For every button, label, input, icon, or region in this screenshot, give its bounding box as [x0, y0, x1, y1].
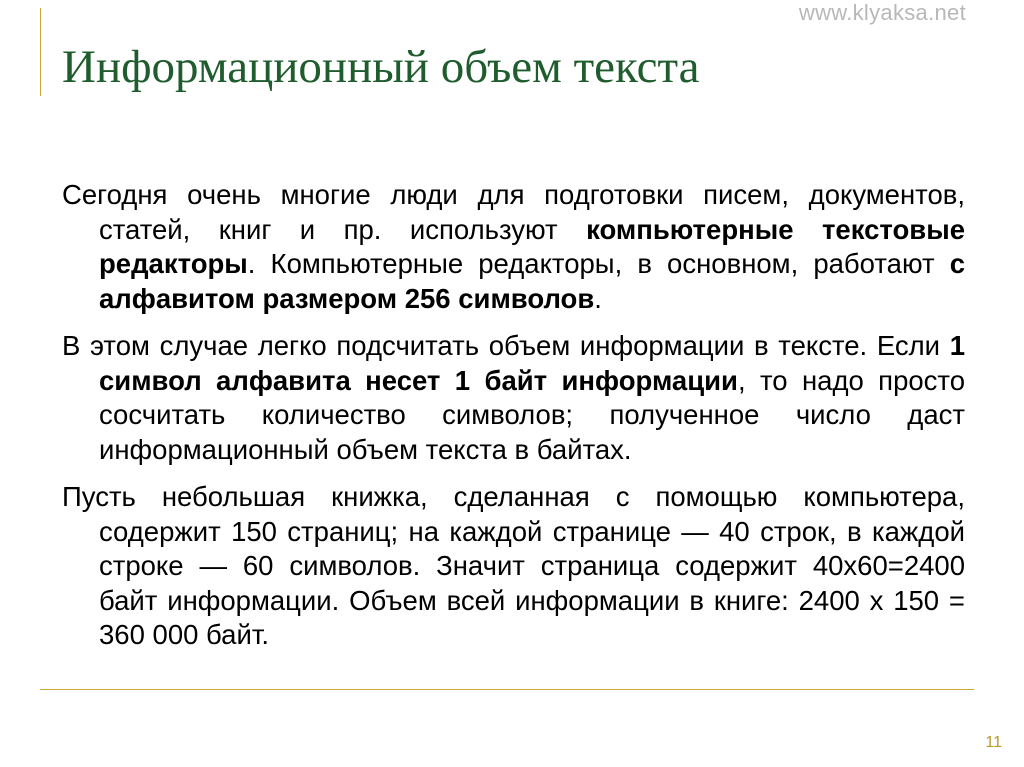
page-number: 11 [985, 734, 1002, 751]
paragraph-1 [62, 178, 965, 316]
bold-text-run: 1 символ алфавита несет 1 байт информации [99, 330, 965, 396]
slide-body [62, 178, 965, 666]
accent-horizontal-line [40, 689, 974, 690]
text-run: , то надо просто сосчитать количество символов; полученное число даст информационный объем текста в байтах. [99, 364, 965, 465]
text-run: . [594, 282, 602, 314]
watermark: www.klyaksa.net [798, 0, 966, 25]
text-run: В этом случае легко подсчитать объем информации в тексте. Если [62, 330, 950, 361]
paragraph-3 [62, 480, 965, 653]
bold-text-run: с алфавитом размером 256 символов [99, 248, 965, 314]
paragraph-2 [62, 329, 965, 467]
text-run: . Компьютерные редакторы, в основном, работают [247, 248, 950, 279]
bold-text-run: компьютерные текстовые редакторы [99, 213, 965, 279]
text-run: Пусть небольшая книжка, сделанная с помощью компьютера, содержит 150 страниц; на каждой странице — 40 строк, в каждой строке — 60 символов. Значит страница содержит 40х60=2400 байт информации. Объем всей информации в книге: 2400 х 150 = 360 000 байт. [62, 481, 965, 650]
text-run: Сегодня очень многие люди для подготовки писем, документов, статей, книг и пр. используют [62, 179, 965, 245]
accent-vertical-line [40, 8, 41, 96]
slide-title: Информационный объем текста [62, 41, 700, 93]
